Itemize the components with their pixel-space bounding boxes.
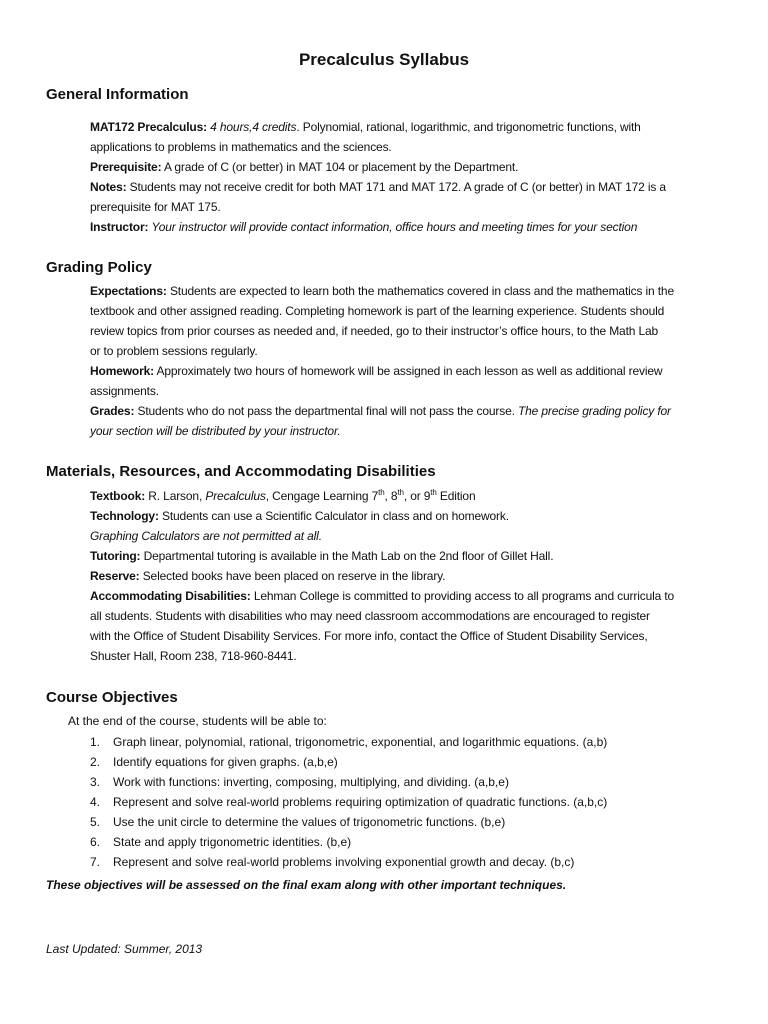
tutoring-text: Departmental tutoring is available in the Math Lab on the 2nd floor of Gillet Hall. [143, 549, 554, 563]
textbook-end: Edition [436, 489, 476, 503]
notes-text: Students may not receive credit for both MAT 171 and MAT 172. A grade of C (or better) in MAT 172 is a [129, 180, 666, 194]
last-updated: Last Updated: Summer, 2013 [46, 942, 203, 956]
grades-italic-cont: your section will be distributed by your instructor. [90, 424, 341, 438]
notes-label: Notes: [90, 180, 127, 194]
expectations-cont-2: review topics from prior courses as needed and, if needed, go to their instructor’s office hours, to the Math Lab [90, 324, 659, 338]
course-desc-cont: applications to problems in mathematics and the sciences. [90, 140, 392, 154]
notes-cont: prerequisite for MAT 175. [90, 200, 221, 214]
course-credits: 4 hours,4 credits [210, 120, 297, 134]
list-item-number: 4. [90, 795, 101, 809]
technology-text: Students can use a Scientific Calculator in class and on homework. [161, 509, 509, 523]
section-heading-general: General Information [46, 86, 189, 103]
technology-italic-line [90, 526, 730, 546]
course-desc: Polynomial, rational, logarithmic, and trigonometric functions, with [302, 120, 641, 134]
general-info-block [90, 117, 730, 237]
reserve-line [90, 566, 730, 586]
list-item-number: 3. [90, 775, 101, 789]
homework-line [90, 361, 730, 381]
grading-block [90, 281, 730, 441]
accommodating-cont-3: Shuster Hall, Room 238, 718-960-8441. [90, 649, 297, 663]
objectives-list [90, 732, 607, 872]
objectives-intro: At the end of the course, students will be able to: [68, 714, 327, 728]
technology-label: Technology: [90, 509, 159, 523]
section-heading-grading: Grading Policy [46, 259, 152, 276]
course-label: MAT172 Precalculus: [90, 120, 207, 134]
list-item-number: 6. [90, 835, 101, 849]
section-heading-objectives: Course Objectives [46, 689, 178, 706]
tutoring-label: Tutoring: [90, 549, 141, 563]
homework-cont: assignments. [90, 384, 159, 398]
accommodating-label: Accommodating Disabilities: [90, 589, 251, 603]
list-item-text: Represent and solve real-world problems requiring optimization of quadratic functions. (a,b,c) [113, 795, 608, 809]
list-item-text: Identify equations for given graphs. (a,b,e) [113, 755, 338, 769]
accommodating-line [90, 586, 730, 606]
accommodating-cont-1: all students. Students with disabilities who may need classroom accommodations are encouraged to register [90, 609, 650, 623]
expectations-text: Students are expected to learn both the mathematics covered in class and the mathematics in the [169, 284, 674, 298]
homework-label: Homework: [90, 364, 154, 378]
reserve-text: Selected books have been placed on reserve in the library. [142, 569, 446, 583]
textbook-title: Precalculus [205, 489, 266, 503]
expectations-label: Expectations: [90, 284, 167, 298]
accommodating-text: Lehman College is committed to providing access to all programs and curricula to [253, 589, 675, 603]
list-item-text: State and apply trigonometric identities. (b,e) [113, 835, 352, 849]
list-item-text: Graph linear, polynomial, rational, trigonometric, exponential, and logarithmic equations. (a,b) [113, 735, 608, 749]
homework-text: Approximately two hours of homework will be assigned in each lesson as well as additional review [156, 364, 663, 378]
expectations-line [90, 281, 730, 301]
list-item [90, 812, 607, 832]
list-item-number: 2. [90, 755, 101, 769]
list-item-text: Represent and solve real-world problems involving exponential growth and decay. (b,c) [113, 855, 575, 869]
textbook-line [90, 486, 730, 506]
prereq-line [90, 157, 730, 177]
tutoring-line [90, 546, 730, 566]
accommodating-cont-2: with the Office of Student Disability Services. For more info, contact the Office of Student Disability Services, [90, 629, 648, 643]
instructor-text: Your instructor will provide contact information, office hours and meeting times for your section [151, 220, 638, 234]
notes-line [90, 177, 730, 197]
textbook-author: R. Larson, [148, 489, 203, 503]
reserve-label: Reserve: [90, 569, 140, 583]
grades-cont [90, 421, 730, 441]
list-item-number: 1. [90, 735, 101, 749]
edition-suffix-1: th [378, 488, 385, 497]
list-item [90, 832, 607, 852]
textbook-publisher: , Cengage Learning 7 [265, 489, 379, 503]
materials-block [90, 486, 730, 666]
prereq-label: Prerequisite: [90, 160, 162, 174]
grades-text: Students who do not pass the departmental final will not pass the course. [137, 404, 515, 418]
textbook-label: Textbook: [90, 489, 146, 503]
grades-italic: The precise grading policy for [517, 404, 671, 418]
prereq-text: A grade of C (or better) in MAT 104 or placement by the Department. [163, 160, 519, 174]
section-heading-materials: Materials, Resources, and Accommodating Disabilities [46, 463, 436, 480]
instructor-line [90, 217, 730, 237]
list-item [90, 852, 607, 872]
assessment-note: These objectives will be assessed on the final exam along with other important techniques. [46, 878, 567, 892]
instructor-label: Instructor: [90, 220, 149, 234]
page-title: Precalculus Syllabus [298, 50, 470, 69]
list-item [90, 772, 607, 792]
textbook-sep-2: , or 9 [403, 489, 431, 503]
edition-suffix-2: th [397, 488, 404, 497]
list-item [90, 732, 607, 752]
list-item [90, 752, 607, 772]
technology-line [90, 506, 730, 526]
list-item-number: 5. [90, 815, 101, 829]
textbook-sep-1: , 8 [384, 489, 398, 503]
expectations-cont-3: or to problem sessions regularly. [90, 344, 258, 358]
list-item-text: Use the unit circle to determine the values of trigonometric functions. (b,e) [113, 815, 506, 829]
technology-italic: Graphing Calculators are not permitted at all. [90, 529, 322, 543]
grades-label: Grades: [90, 404, 135, 418]
grades-line [90, 401, 730, 421]
edition-suffix-3: th [430, 488, 437, 497]
course-line: MAT172 Precalculus: 4 hours,4 credits. Polynomial, rational, logarithmic, and trigonometric functions, with [90, 120, 641, 134]
list-item-number: 7. [90, 855, 101, 869]
list-item [90, 792, 607, 812]
list-item-text: Work with functions: inverting, composing, multiplying, and dividing. (a,b,e) [113, 775, 509, 789]
expectations-cont-1: textbook and other assigned reading. Completing homework is part of the learning experience. Students should [90, 304, 665, 318]
